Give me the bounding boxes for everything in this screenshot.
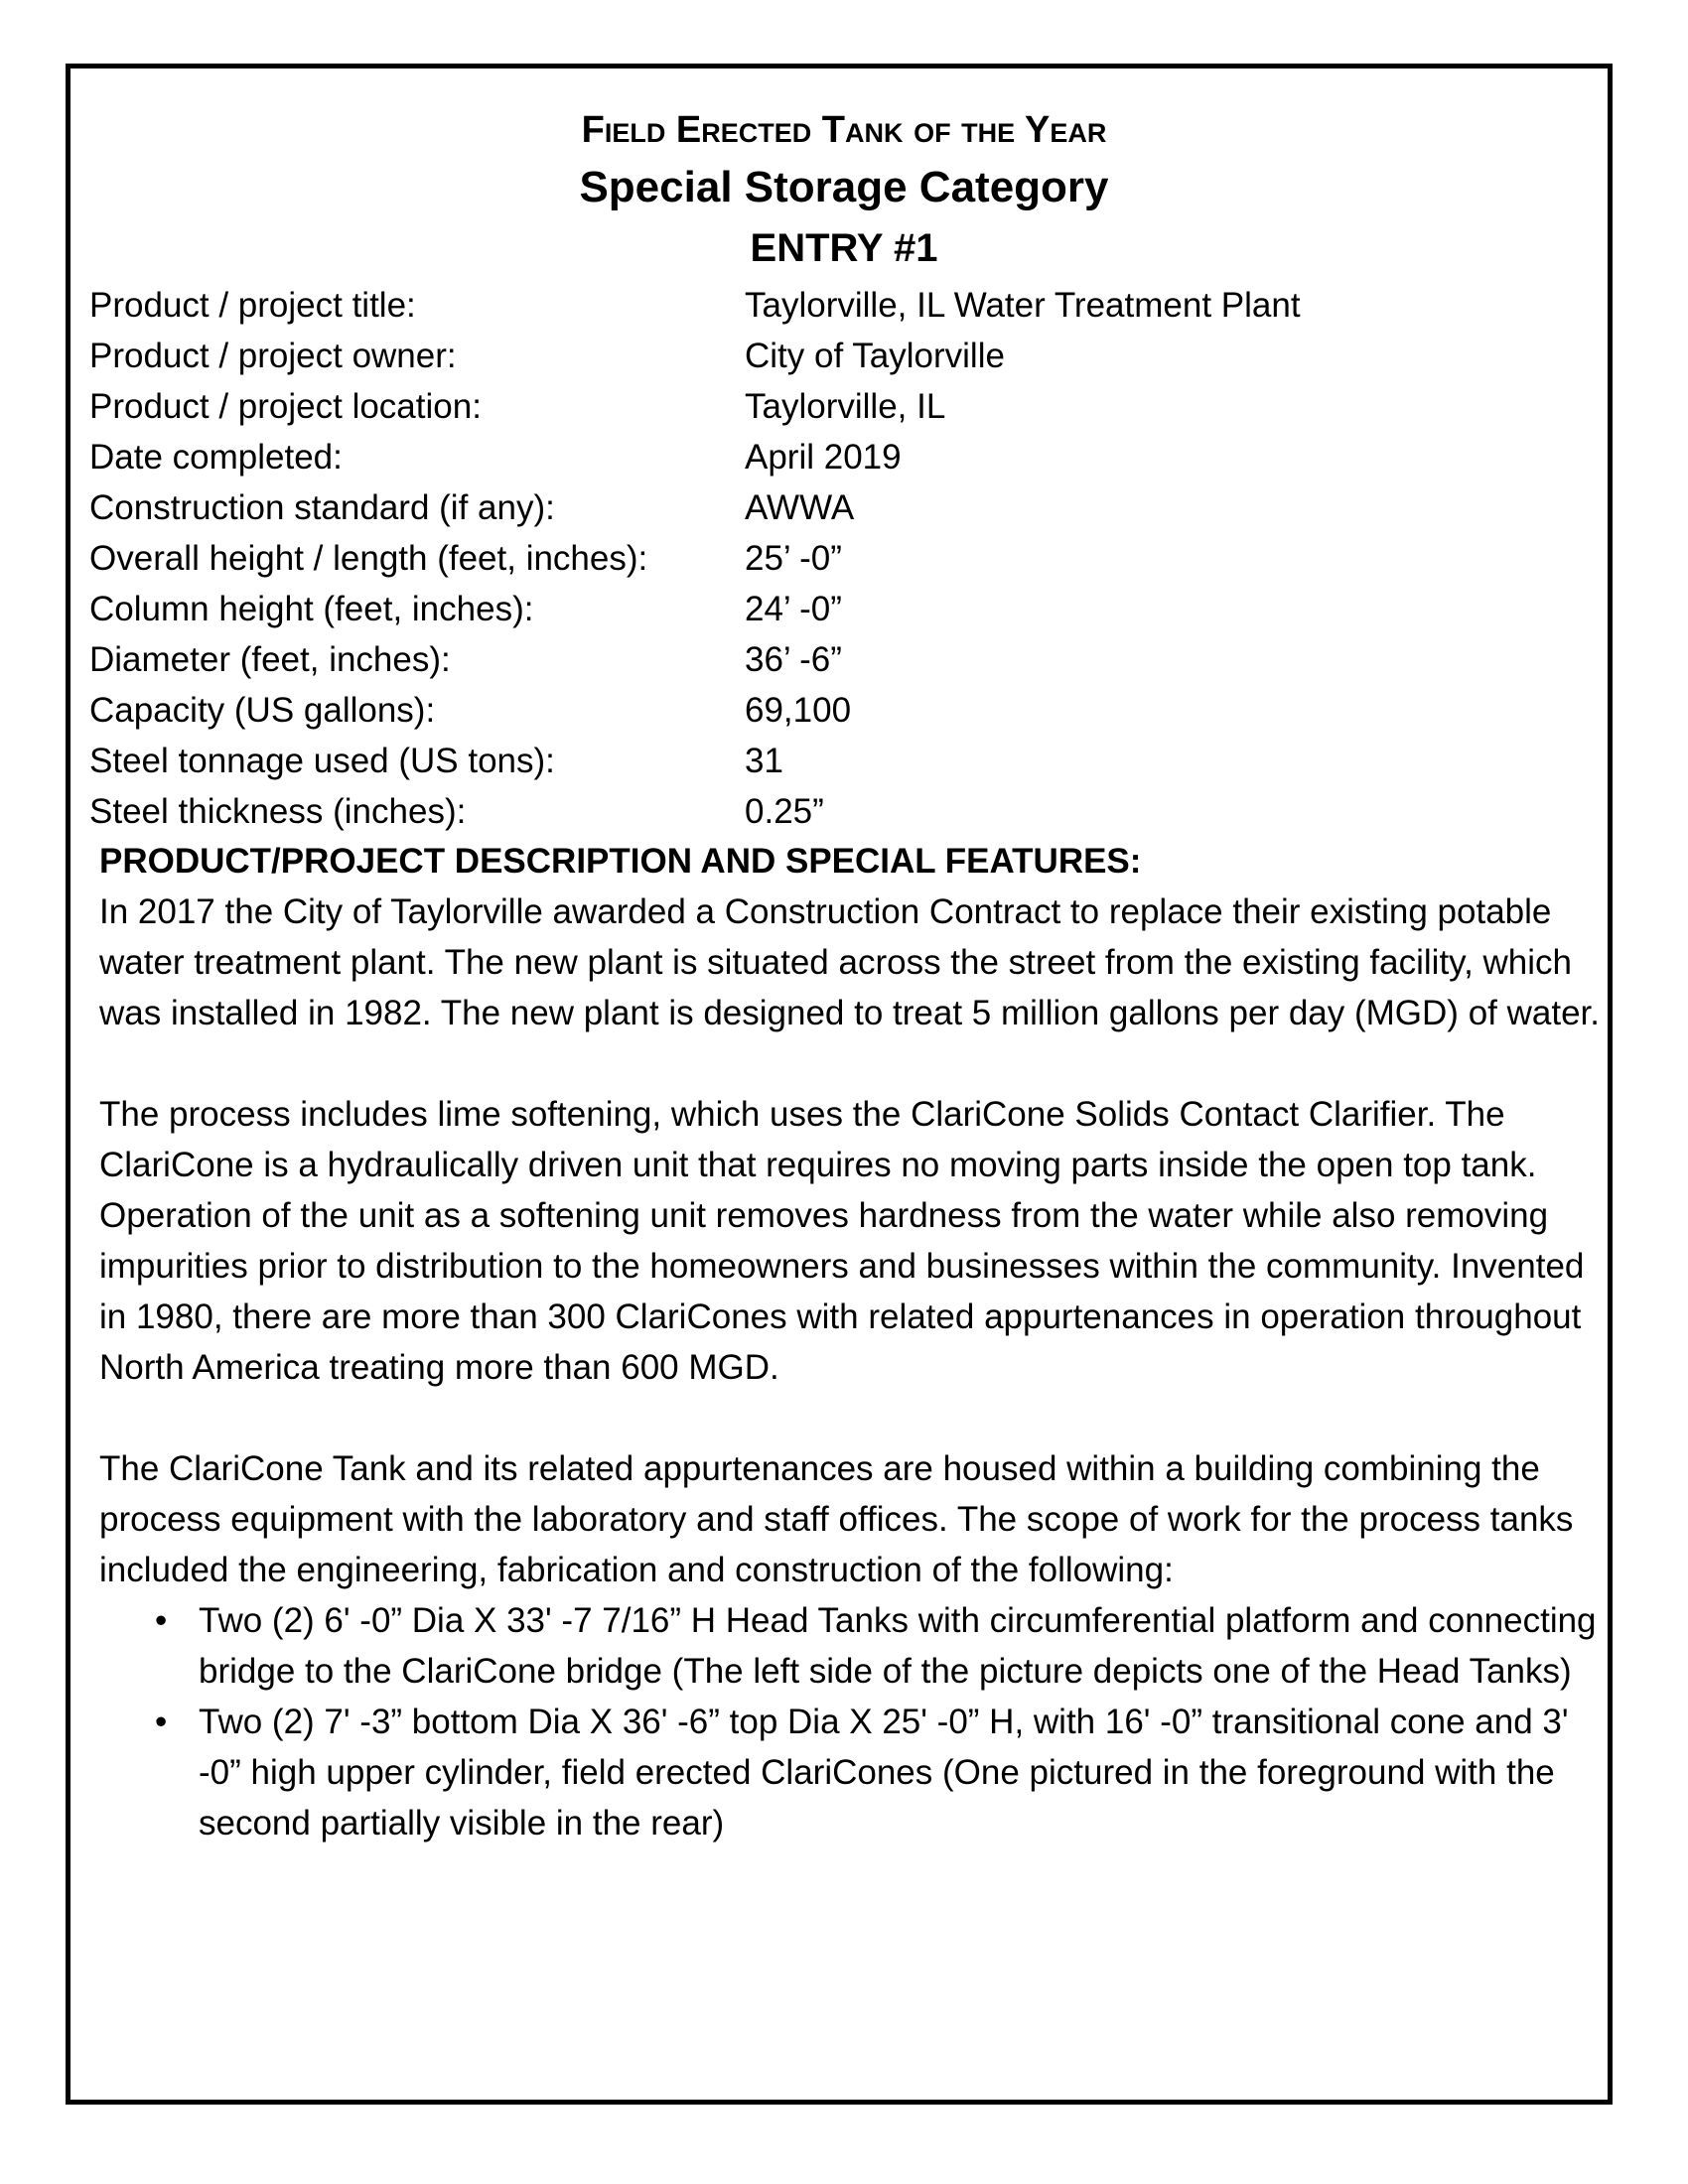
spec-row-thickness xyxy=(89,786,1559,837)
spec-value: 36’ -6” xyxy=(745,640,842,679)
spec-value: AWWA xyxy=(745,488,855,527)
spec-label: Diameter (feet, inches): xyxy=(89,640,451,679)
spec-row-title xyxy=(89,280,1559,331)
spec-label: Overall height / length (feet, inches): xyxy=(89,539,648,578)
spec-row-owner xyxy=(89,331,1559,381)
spec-value: 25’ -0” xyxy=(745,539,842,578)
spec-label: Product / project title: xyxy=(89,286,416,325)
list-item xyxy=(155,1595,1609,1697)
spec-value: April 2019 xyxy=(745,438,902,477)
spec-label: Steel tonnage used (US tons): xyxy=(89,742,555,780)
description-paragraph: The process includes lime softening, which uses the ClariCone Solids Contact Clarifier. The ClariCone is a hydraulically driven unit that requires no moving parts inside the open top tank. Operation of the unit as a softening unit removes hardness from the water while also removing impurities prior to distribution to the homeowners and businesses within the community. Invented in 1980, there are more than 300 ClariCones with related appurtenances in operation throughout North America treating more than 600 MGD. xyxy=(99,1095,1585,1387)
spec-label: Steel thickness (inches): xyxy=(89,792,467,831)
spec-row-capacity xyxy=(89,685,1559,736)
spec-label: Date completed: xyxy=(89,438,343,477)
list-item-text: Two (2) 6' -0” Dia X 33' -7 7/16” H Head Tanks with circumferential platform and connecting bridge to the ClariCone bridge (The left side of the picture depicts one of the Head Tanks) xyxy=(199,1601,1597,1691)
spec-value: Taylorville, IL xyxy=(745,387,946,426)
spec-table xyxy=(89,280,1559,837)
bullet-icon: • xyxy=(155,1601,168,1640)
spec-row-tonnage xyxy=(89,736,1559,786)
spec-value: 24’ -0” xyxy=(745,590,842,628)
entry-number: ENTRY #1 xyxy=(750,226,938,270)
list-item-text: Two (2) 7' -3” bottom Dia X 36' -6” top Dia X 25' -0” H, with 16' -0” transitional cone and 3' -0” high upper cylinder, field erected ClariCones (One pictured in the foreground with the second partially visible in the rear) xyxy=(199,1703,1569,1843)
description-paragraph: The ClariCone Tank and its related appurtenances are housed within a building combining the process equipment with the laboratory and staff offices. The scope of work for the process tanks included the engineering, fabrication and construction of the following: xyxy=(99,1449,1574,1589)
spec-value: 69,100 xyxy=(745,691,852,730)
spec-row-column-height xyxy=(89,584,1559,634)
description-heading: PRODUCT/PROJECT DESCRIPTION AND SPECIAL FEATURES: xyxy=(99,842,1142,881)
award-title: Field Erected Tank of the Year xyxy=(581,109,1107,151)
spec-value: City of Taylorville xyxy=(745,337,1005,375)
spec-label: Construction standard (if any): xyxy=(89,488,555,527)
spec-value: 31 xyxy=(745,742,783,780)
spec-row-diameter xyxy=(89,634,1559,685)
spec-row-overall-height xyxy=(89,533,1559,584)
spec-label: Column height (feet, inches): xyxy=(89,590,534,628)
spec-row-standard xyxy=(89,482,1559,533)
spec-value: Taylorville, IL Water Treatment Plant xyxy=(745,286,1301,325)
bullet-icon: • xyxy=(155,1703,168,1741)
spec-label: Capacity (US gallons): xyxy=(89,691,436,730)
spec-row-location xyxy=(89,381,1559,432)
list-item xyxy=(155,1697,1609,1848)
feature-list xyxy=(99,1595,1609,1848)
category-title: Special Storage Category xyxy=(579,163,1109,211)
spec-label: Product / project location: xyxy=(89,387,482,426)
spec-label: Product / project owner: xyxy=(89,337,457,375)
spec-row-date xyxy=(89,432,1559,482)
description-section xyxy=(99,836,1609,1848)
spec-value: 0.25” xyxy=(745,792,824,831)
description-paragraph: In 2017 the City of Taylorville awarded a Construction Contract to replace their existing potable water treatment plant. The new plant is situated across the street from the existing facility, which was installed in 1982. The new plant is designed to treat 5 million gallons per day (MGD) of water. xyxy=(99,892,1600,1032)
